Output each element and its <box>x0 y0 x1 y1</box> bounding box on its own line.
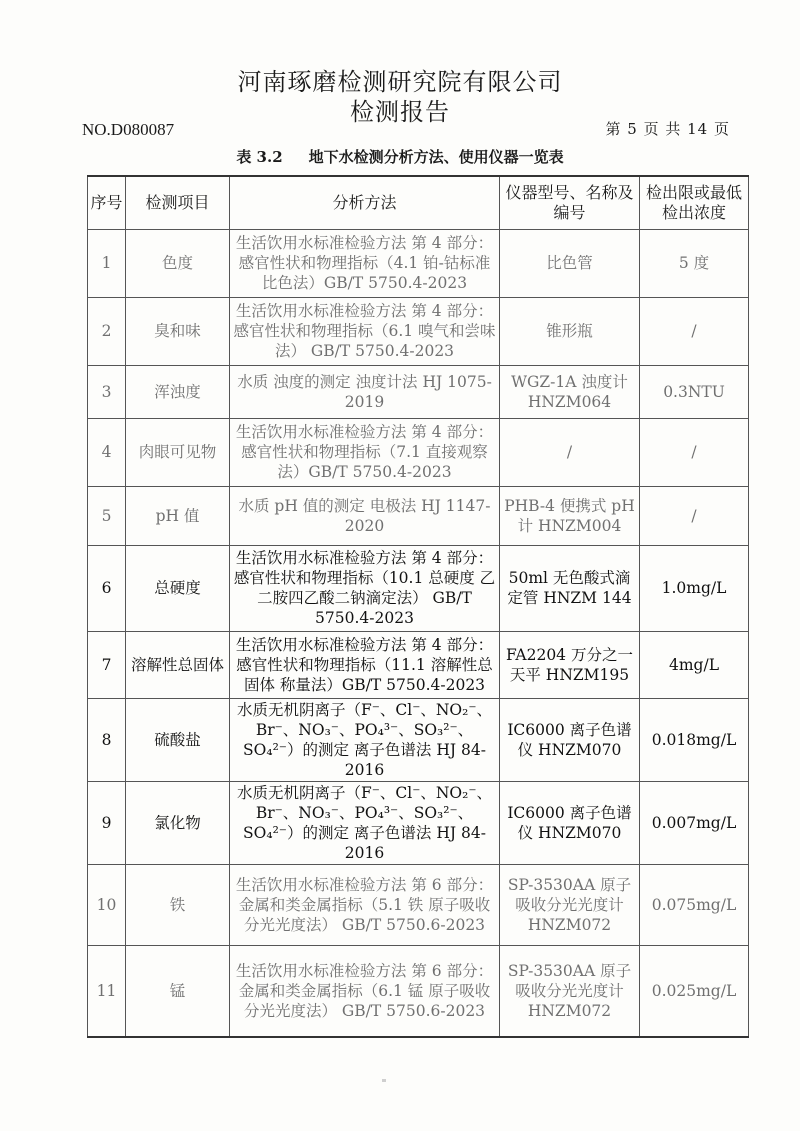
table-row <box>88 486 749 545</box>
cell-no: 4 <box>88 418 126 486</box>
cell-method: 水质 pH 值的测定 电极法 HJ 1147-2020 <box>230 486 500 545</box>
cell-no: 2 <box>88 297 126 365</box>
cell-instrument: WGZ-1A 浊度计 HNZM064 <box>500 365 640 418</box>
header-cell-no: 序号 <box>88 176 126 229</box>
table-row <box>88 229 749 297</box>
cell-no: 8 <box>88 698 126 781</box>
cell-method: 水质 浊度的测定 浊度计法 HJ 1075-2019 <box>230 365 500 418</box>
cell-item: 溶解性总固体 <box>126 631 230 698</box>
cell-no: 6 <box>88 545 126 631</box>
cell-instrument: 锥形瓶 <box>500 297 640 365</box>
cell-item: 浑浊度 <box>126 365 230 418</box>
table-row <box>88 418 749 486</box>
cell-no: 10 <box>88 864 126 945</box>
table-caption-number: 表 3.2 <box>236 148 283 166</box>
cell-method: 生活饮用水标准检验方法 第 4 部分：感官性状和物理指标（10.1 总硬度 乙二胺四乙酸二钠滴定法） GB/T 5750.4-2023 <box>230 545 500 631</box>
table-caption <box>0 146 800 167</box>
cell-method: 生活饮用水标准检验方法 第 4 部分：感官性状和物理指标（7.1 直接观察法）GB/T 5750.4-2023 <box>230 418 500 486</box>
cell-item: 色度 <box>126 229 230 297</box>
cell-instrument: FA2204 万分之一天平 HNZM195 <box>500 631 640 698</box>
report-title: 检测报告 <box>350 98 450 126</box>
cell-limit: 0.025mg/L <box>640 945 749 1037</box>
cell-method: 生活饮用水标准检验方法 第 4 部分：感官性状和物理指标（11.1 溶解性总固体 称量法）GB/T 5750.4-2023 <box>230 631 500 698</box>
header-cell-instrument: 仪器型号、名称及编号 <box>500 176 640 229</box>
cell-item: 锰 <box>126 945 230 1037</box>
table-row <box>88 945 749 1037</box>
cell-limit: / <box>640 418 749 486</box>
methods-table <box>87 175 749 1038</box>
cell-limit: 1.0mg/L <box>640 545 749 631</box>
cell-item: 臭和味 <box>126 297 230 365</box>
cell-limit: / <box>640 297 749 365</box>
cell-method: 水质无机阴离子（F⁻、Cl⁻、NO₂⁻、Br⁻、NO₃⁻、PO₄³⁻、SO₃²⁻、SO₄²⁻）的测定 离子色谱法 HJ 84-2016 <box>230 781 500 864</box>
report-number: NO.D080087 <box>82 120 175 139</box>
cell-item: 铁 <box>126 864 230 945</box>
header-cell-limit: 检出限或最低检出浓度 <box>640 176 749 229</box>
cell-instrument: SP-3530AA 原子吸收分光光度计 HNZM072 <box>500 945 640 1037</box>
cell-instrument: IC6000 离子色谱仪 HNZM070 <box>500 698 640 781</box>
cell-limit: 4mg/L <box>640 631 749 698</box>
cell-item: 硫酸盐 <box>126 698 230 781</box>
table-row <box>88 631 749 698</box>
table-header-row <box>88 176 749 229</box>
header-cell-item: 检测项目 <box>126 176 230 229</box>
cell-instrument: 比色管 <box>500 229 640 297</box>
table-row <box>88 297 749 365</box>
header-cell-method: 分析方法 <box>230 176 500 229</box>
cell-method: 生活饮用水标准检验方法 第 6 部分：金属和类金属指标（6.1 锰 原子吸收分光光度法） GB/T 5750.6-2023 <box>230 945 500 1037</box>
cell-limit: 0.3NTU <box>640 365 749 418</box>
cell-no: 11 <box>88 945 126 1037</box>
cell-limit: / <box>640 486 749 545</box>
cell-instrument: / <box>500 418 640 486</box>
cell-instrument: IC6000 离子色谱仪 HNZM070 <box>500 781 640 864</box>
table-caption-text: 地下水检测分析方法、使用仪器一览表 <box>308 148 564 166</box>
cell-item: 氯化物 <box>126 781 230 864</box>
company-name: 河南琢磨检测研究院有限公司 <box>237 68 563 96</box>
cell-method: 生活饮用水标准检验方法 第 6 部分：金属和类金属指标（5.1 铁 原子吸收分光光度法） GB/T 5750.6-2023 <box>230 864 500 945</box>
cell-limit: 0.018mg/L <box>640 698 749 781</box>
cell-no: 5 <box>88 486 126 545</box>
table-row <box>88 365 749 418</box>
cell-no: 3 <box>88 365 126 418</box>
cell-method: 水质无机阴离子（F⁻、Cl⁻、NO₂⁻、Br⁻、NO₃⁻、PO₄³⁻、SO₃²⁻、SO₄²⁻）的测定 离子色谱法 HJ 84-2016 <box>230 698 500 781</box>
table-row <box>88 545 749 631</box>
table-row <box>88 698 749 781</box>
cell-item: 肉眼可见物 <box>126 418 230 486</box>
cell-method: 生活饮用水标准检验方法 第 4 部分：感官性状和物理指标（4.1 铂-钴标准比色法）GB/T 5750.4-2023 <box>230 229 500 297</box>
cell-item: 总硬度 <box>126 545 230 631</box>
cell-no: 9 <box>88 781 126 864</box>
table-row <box>88 864 749 945</box>
cell-instrument: 50ml 无色酸式滴定管 HNZM 144 <box>500 545 640 631</box>
cell-limit: 0.075mg/L <box>640 864 749 945</box>
table-row <box>88 781 749 864</box>
cell-limit: 0.007mg/L <box>640 781 749 864</box>
page-info: 第 5 页 共 14 页 <box>605 120 730 138</box>
cell-no: 1 <box>88 229 126 297</box>
cell-instrument: PHB-4 便携式 pH 计 HNZM004 <box>500 486 640 545</box>
cell-instrument: SP-3530AA 原子吸收分光光度计 HNZM072 <box>500 864 640 945</box>
scan-speck <box>382 1079 386 1082</box>
cell-item: pH 值 <box>126 486 230 545</box>
cell-no: 7 <box>88 631 126 698</box>
cell-limit: 5 度 <box>640 229 749 297</box>
cell-method: 生活饮用水标准检验方法 第 4 部分：感官性状和物理指标（6.1 嗅气和尝味法） GB/T 5750.4-2023 <box>230 297 500 365</box>
